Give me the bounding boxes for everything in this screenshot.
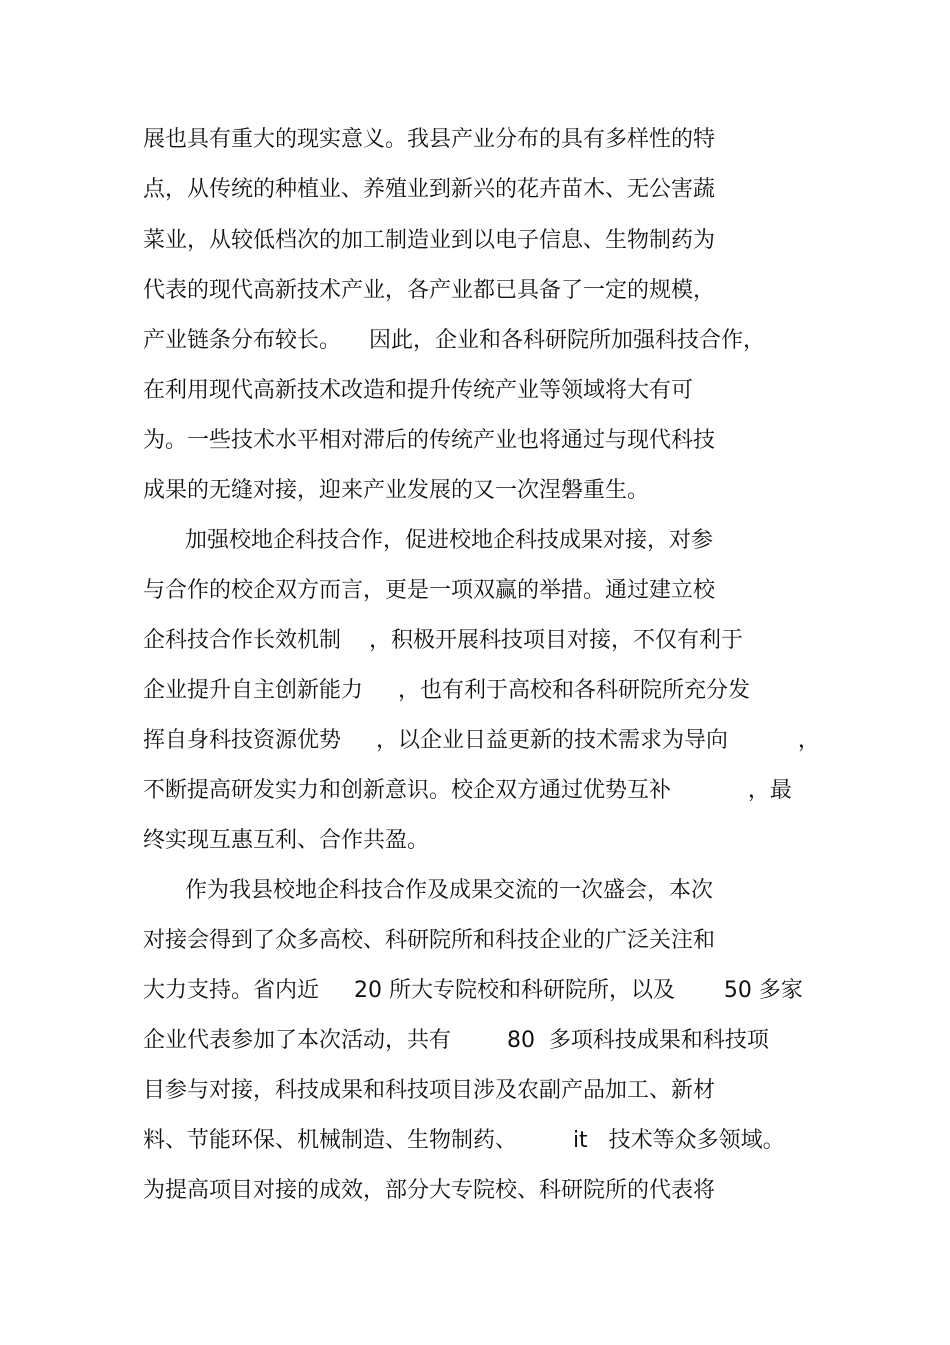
text-line: 与合作的校企双方而言，更是一项双赢的举措。通过建立校 bbox=[143, 578, 716, 603]
text-line: 企科技合作长效机制 ，积极开展科技项目对接，不仅有利于 bbox=[143, 628, 743, 653]
text-line: 料、节能环保、机械制造、生物制药、 it 技术等众多领域。 bbox=[143, 1128, 785, 1153]
text-line: 目参与对接，科技成果和科技项目涉及农副产品加工、新材 bbox=[143, 1078, 716, 1103]
text-line: 为提高项目对接的成效，部分大专院校、科研院所的代表将 bbox=[143, 1178, 716, 1203]
text-line: 在利用现代高新技术改造和提升传统产业等领域将大有可 bbox=[143, 378, 694, 403]
text-line: 企业代表参加了本次活动，共有 80 多项科技成果和科技项 bbox=[143, 1028, 769, 1053]
text-line: 为。一些技术水平相对滞后的传统产业也将通过与现代科技 bbox=[143, 428, 716, 453]
text-line: 对接会得到了众多高校、科研院所和科技企业的广泛关注和 bbox=[143, 928, 716, 953]
text-line: 终实现互惠互利、合作共盈。 bbox=[143, 828, 430, 853]
text-line: 不断提高研发实力和创新意识。校企双方通过优势互补 ，最 bbox=[143, 778, 792, 803]
text-line: 点，从传统的种植业、养殖业到新兴的花卉苗木、无公害蔬 bbox=[143, 177, 716, 202]
text-line: 展也具有重大的现实意义。我县产业分布的具有多样性的特 bbox=[143, 127, 716, 152]
text-line: 成果的无缝对接，迎来产业发展的又一次涅磐重生。 bbox=[143, 478, 650, 503]
paragraph-first-line: 作为我县校地企科技合作及成果交流的一次盛会，本次 bbox=[143, 878, 713, 903]
paragraph-first-line: 加强校地企科技合作，促进校地企科技成果对接，对参 bbox=[143, 528, 713, 553]
text-line: 挥自身科技资源优势 ，以企业日益更新的技术需求为导向 ， bbox=[143, 728, 820, 753]
text-line: 大力支持。省内近 20 所大专院校和科研院所，以及 50 多家 bbox=[143, 978, 803, 1003]
text-line: 产业链条分布较长。 因此，企业和各科研院所加强科技合作， bbox=[143, 328, 765, 353]
text-line: 菜业，从较低档次的加工制造业到以电子信息、生物制药为 bbox=[143, 228, 716, 253]
text-line: 代表的现代高新技术产业，各产业都已具备了一定的规模， bbox=[143, 278, 716, 303]
text-line: 企业提升自主创新能力 ，也有利于高校和各科研院所充分发 bbox=[143, 678, 750, 703]
